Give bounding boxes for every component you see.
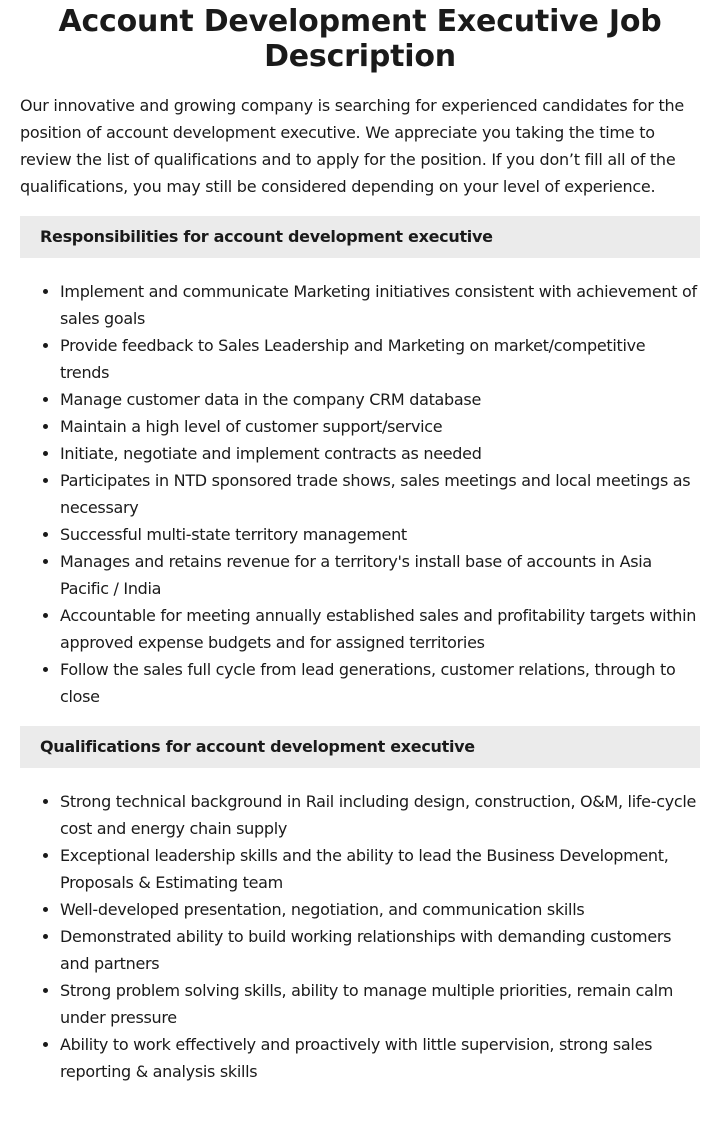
list-item	[60, 548, 700, 602]
list-item	[60, 1031, 700, 1085]
list-item	[60, 467, 700, 521]
bullet-icon	[43, 397, 48, 402]
bullet-icon	[43, 289, 48, 294]
list-item	[60, 842, 700, 896]
bullet-icon	[43, 1042, 48, 1047]
list-item-text: Ability to work effectively and proactively with little supervision, strong sales reporting & analysis skills	[60, 1035, 653, 1081]
list-item-text: Follow the sales full cycle from lead generations, customer relations, through to close	[60, 660, 676, 706]
bullet-icon	[43, 343, 48, 348]
list-item	[60, 896, 700, 923]
list-item	[60, 413, 700, 440]
list-item	[60, 332, 700, 386]
page-title: Account Development Executive Job Description	[58, 4, 662, 74]
list-item-text: Strong problem solving skills, ability to manage multiple priorities, remain calm under pressure	[60, 981, 674, 1027]
bullet-icon	[43, 988, 48, 993]
bullet-icon	[43, 451, 48, 456]
bullet-icon	[43, 613, 48, 618]
responsibilities-heading: Responsibilities for account development executive	[20, 216, 700, 258]
list-item-text: Initiate, negotiate and implement contracts as needed	[60, 444, 482, 463]
list-item	[60, 977, 700, 1031]
list-item-text: Manage customer data in the company CRM database	[60, 390, 481, 409]
list-item	[60, 788, 700, 842]
bullet-icon	[43, 532, 48, 537]
list-item-text: Well-developed presentation, negotiation, and communication skills	[60, 900, 585, 919]
bullet-icon	[43, 799, 48, 804]
list-item-text: Successful multi-state territory management	[60, 525, 407, 544]
bullet-icon	[43, 907, 48, 912]
list-item	[60, 923, 700, 977]
list-item-text: Manages and retains revenue for a territory's install base of accounts in Asia Pacific / India	[60, 552, 652, 598]
qualifications-heading: Qualifications for account development executive	[20, 726, 700, 768]
list-item	[60, 656, 700, 710]
bullet-icon	[43, 934, 48, 939]
list-item	[60, 386, 700, 413]
bullet-icon	[43, 424, 48, 429]
list-item-text: Maintain a high level of customer support/service	[60, 417, 443, 436]
bullet-icon	[43, 559, 48, 564]
list-item-text: Implement and communicate Marketing initiatives consistent with achievement of sales goals	[60, 282, 697, 328]
intro-paragraph: Our innovative and growing company is searching for experienced candidates for the position of account development executive. We appreciate you taking the time to review the list of qualifications and to apply for the position. If you don’t fill all of the qualifications, you may still be considered depending on your level of experience.	[20, 96, 684, 196]
list-item-text: Strong technical background in Rail including design, construction, O&M, life-cycle cost and energy chain supply	[60, 792, 697, 838]
list-item-text: Accountable for meeting annually established sales and profitability targets within approved expense budgets and for assigned territories	[60, 606, 697, 652]
bullet-icon	[43, 853, 48, 858]
list-item-text: Demonstrated ability to build working relationships with demanding customers and partners	[60, 927, 672, 973]
qualifications-list	[20, 788, 700, 1085]
list-item-text: Participates in NTD sponsored trade shows, sales meetings and local meetings as necessary	[60, 471, 691, 517]
responsibilities-list	[20, 278, 700, 710]
list-item	[60, 521, 700, 548]
bullet-icon	[43, 478, 48, 483]
list-item	[60, 278, 700, 332]
list-item-text: Exceptional leadership skills and the ability to lead the Business Development, Proposals & Estimating team	[60, 846, 669, 892]
bullet-icon	[43, 667, 48, 672]
list-item	[60, 602, 700, 656]
list-item-text: Provide feedback to Sales Leadership and Marketing on market/competitive trends	[60, 336, 646, 382]
list-item	[60, 440, 700, 467]
